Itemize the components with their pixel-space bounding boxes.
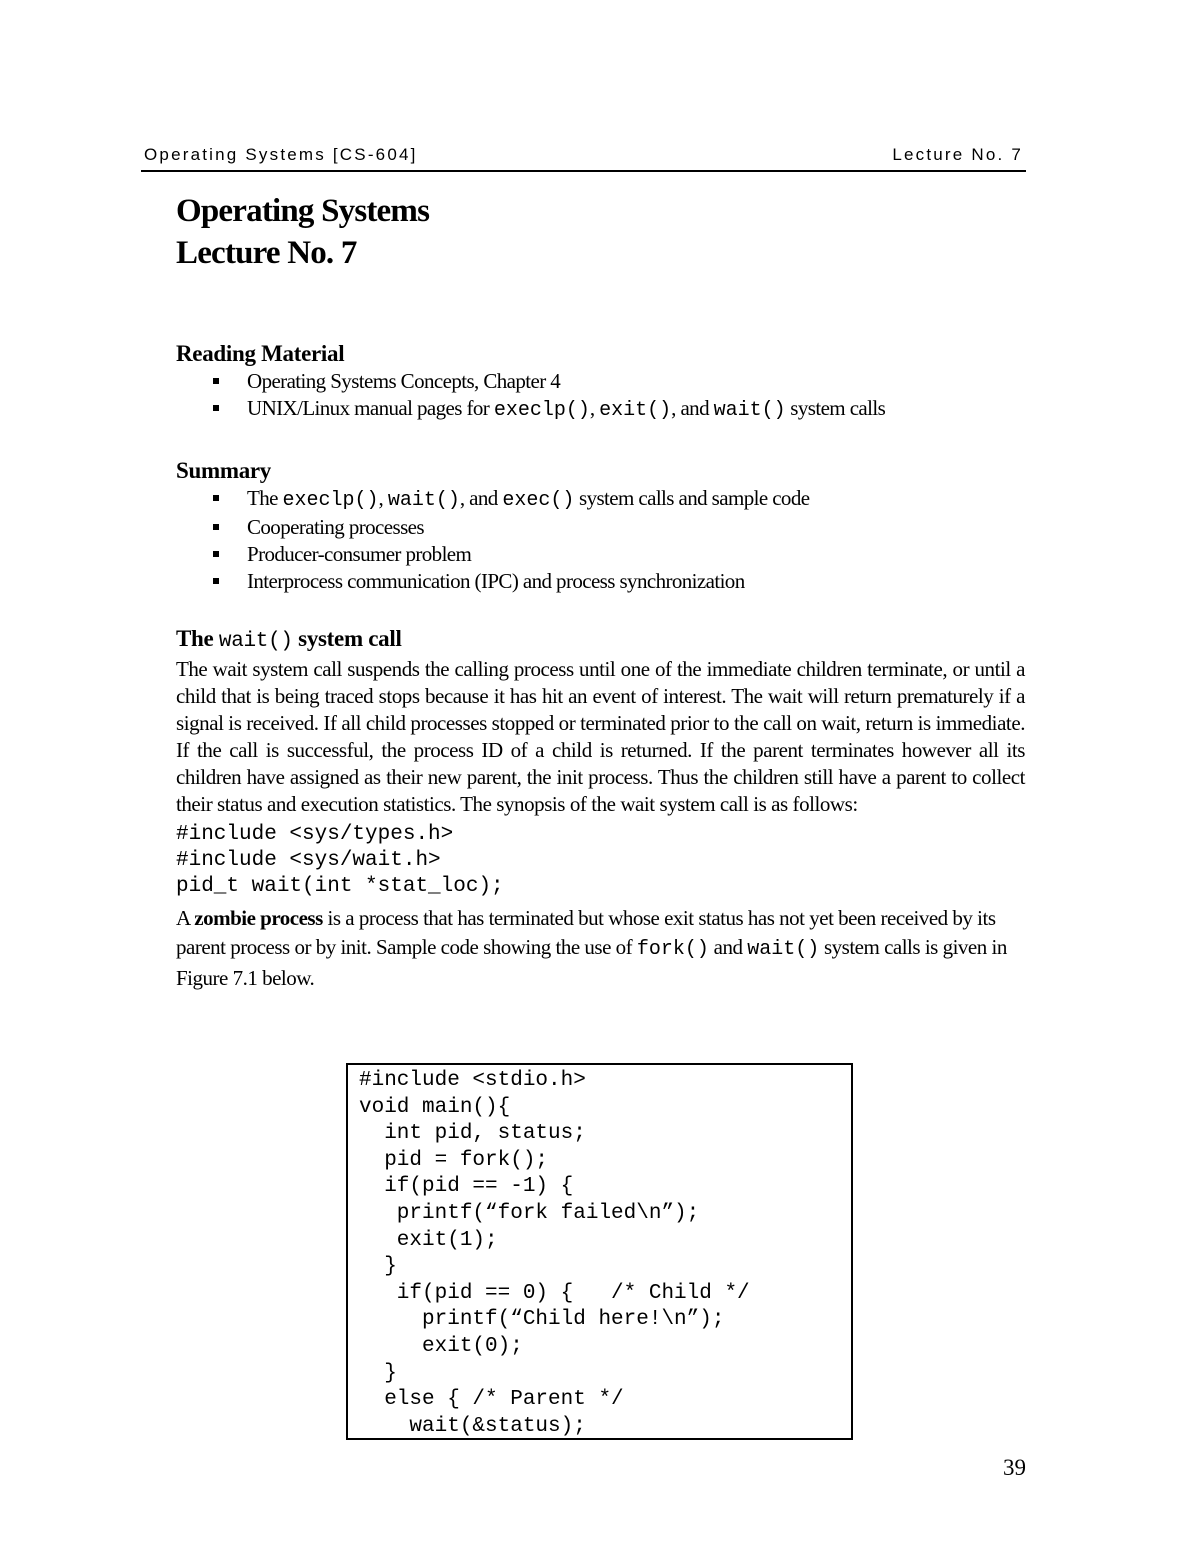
list-item xyxy=(176,368,1026,395)
code-listing xyxy=(348,1065,851,1440)
code-line: void main(){ xyxy=(359,1095,511,1119)
list-item xyxy=(176,541,1026,568)
code-line: #include <sys/types.h> xyxy=(176,823,454,846)
list-item xyxy=(176,514,1026,541)
code-line: if(pid == -1) { xyxy=(359,1175,574,1199)
code-line: pid = fork(); xyxy=(359,1148,549,1172)
code-line: #include <sys/wait.h> xyxy=(176,849,441,872)
inline-code: execlp() xyxy=(493,399,590,422)
heading-text: system call xyxy=(292,626,402,651)
list-item xyxy=(176,568,1026,595)
list-item-text: system calls and sample code xyxy=(574,486,810,510)
list-item-text: , xyxy=(378,486,388,510)
wait-description-paragraph: The wait system call suspends the calling process until one of the immediate children terminate, or until a child that is being traced stops because it has hit an event of interest. The wait will return prematurely if a signal is received. If all child processes stopped or terminated prior to the call on wait, return is immediate. If the call is successful, the process ID of a child is returned. If the parent terminates however all its children have assigned as their new parent, the init process. Thus the children still have a parent to collect their status and execution statistics. The synopsis of the wait system call is as follows: xyxy=(176,657,1025,816)
list-item xyxy=(176,485,1026,514)
code-line: } xyxy=(359,1361,397,1385)
code-line: exit(0); xyxy=(359,1334,523,1358)
inline-code: wait() xyxy=(218,630,293,653)
zombie-paragraph xyxy=(176,904,1026,993)
list-item-text: Cooperating processes xyxy=(247,515,424,539)
header-lecture-number: Lecture No. 7 xyxy=(892,145,1023,164)
inline-code: exit() xyxy=(599,399,672,422)
inline-code: fork() xyxy=(636,938,709,961)
bold-term: zombie process xyxy=(194,906,323,930)
inline-code: wait() xyxy=(747,938,820,961)
list-item-text: , and xyxy=(459,486,503,510)
list-item-text: Operating Systems Concepts, Chapter 4 xyxy=(247,369,561,393)
page-number: 39 xyxy=(1003,1455,1026,1480)
paragraph-text: and xyxy=(708,935,748,959)
document-title xyxy=(176,190,1026,274)
summary-list xyxy=(176,485,1026,595)
list-item-text: The xyxy=(247,486,283,510)
code-line: printf(“fork failed\n”); xyxy=(359,1201,700,1225)
inline-code: exec() xyxy=(502,489,575,512)
paragraph-text: system calls is given in Figure 7.1 below. xyxy=(176,935,1007,990)
list-item-text: , xyxy=(589,396,600,420)
paragraph-text: A xyxy=(176,906,195,930)
list-item-text: Producer-consumer problem xyxy=(247,542,472,566)
code-line: printf(“Child here!\n”); xyxy=(359,1308,725,1332)
heading-text: The xyxy=(176,626,219,651)
header-course-title: Operating Systems [CS-604] xyxy=(144,145,418,164)
inline-code: wait() xyxy=(387,489,460,512)
code-line: if(pid == 0) { /* Child */ xyxy=(359,1281,750,1305)
code-line: #include <stdio.h> xyxy=(359,1069,586,1092)
code-listing-box xyxy=(346,1063,853,1440)
code-line: } xyxy=(359,1255,397,1279)
title-line-lecture: Lecture No. 7 xyxy=(176,235,357,271)
list-item xyxy=(176,395,1026,424)
title-line-course: Operating Systems xyxy=(176,193,430,229)
code-line: int pid, status; xyxy=(359,1122,586,1146)
wait-synopsis-code xyxy=(176,822,1026,900)
inline-code: wait() xyxy=(713,399,786,422)
page-content xyxy=(176,190,1026,993)
code-line: else { /* Parent */ xyxy=(359,1388,624,1412)
inline-code: execlp() xyxy=(282,489,379,512)
code-line: exit(1); xyxy=(359,1228,498,1252)
list-item-text: system calls xyxy=(785,396,886,420)
wait-section-heading xyxy=(176,625,1026,656)
list-item-text: UNIX/Linux manual pages for xyxy=(247,396,494,420)
running-header xyxy=(141,142,1026,172)
list-item-text: , and xyxy=(671,396,714,420)
summary-heading: Summary xyxy=(176,458,272,483)
code-line: wait(&status); xyxy=(359,1414,586,1438)
list-item-text: Interprocess communication (IPC) and process synchronization xyxy=(247,569,745,593)
code-line: pid_t wait(int *stat_loc); xyxy=(176,875,504,898)
paragraph-text: is a process that has terminated but whose exit status has not yet been received by its parent process or by init. Sample code showing the use of xyxy=(176,906,996,959)
reading-material-heading: Reading Material xyxy=(176,341,345,366)
reading-material-list xyxy=(176,368,1026,424)
